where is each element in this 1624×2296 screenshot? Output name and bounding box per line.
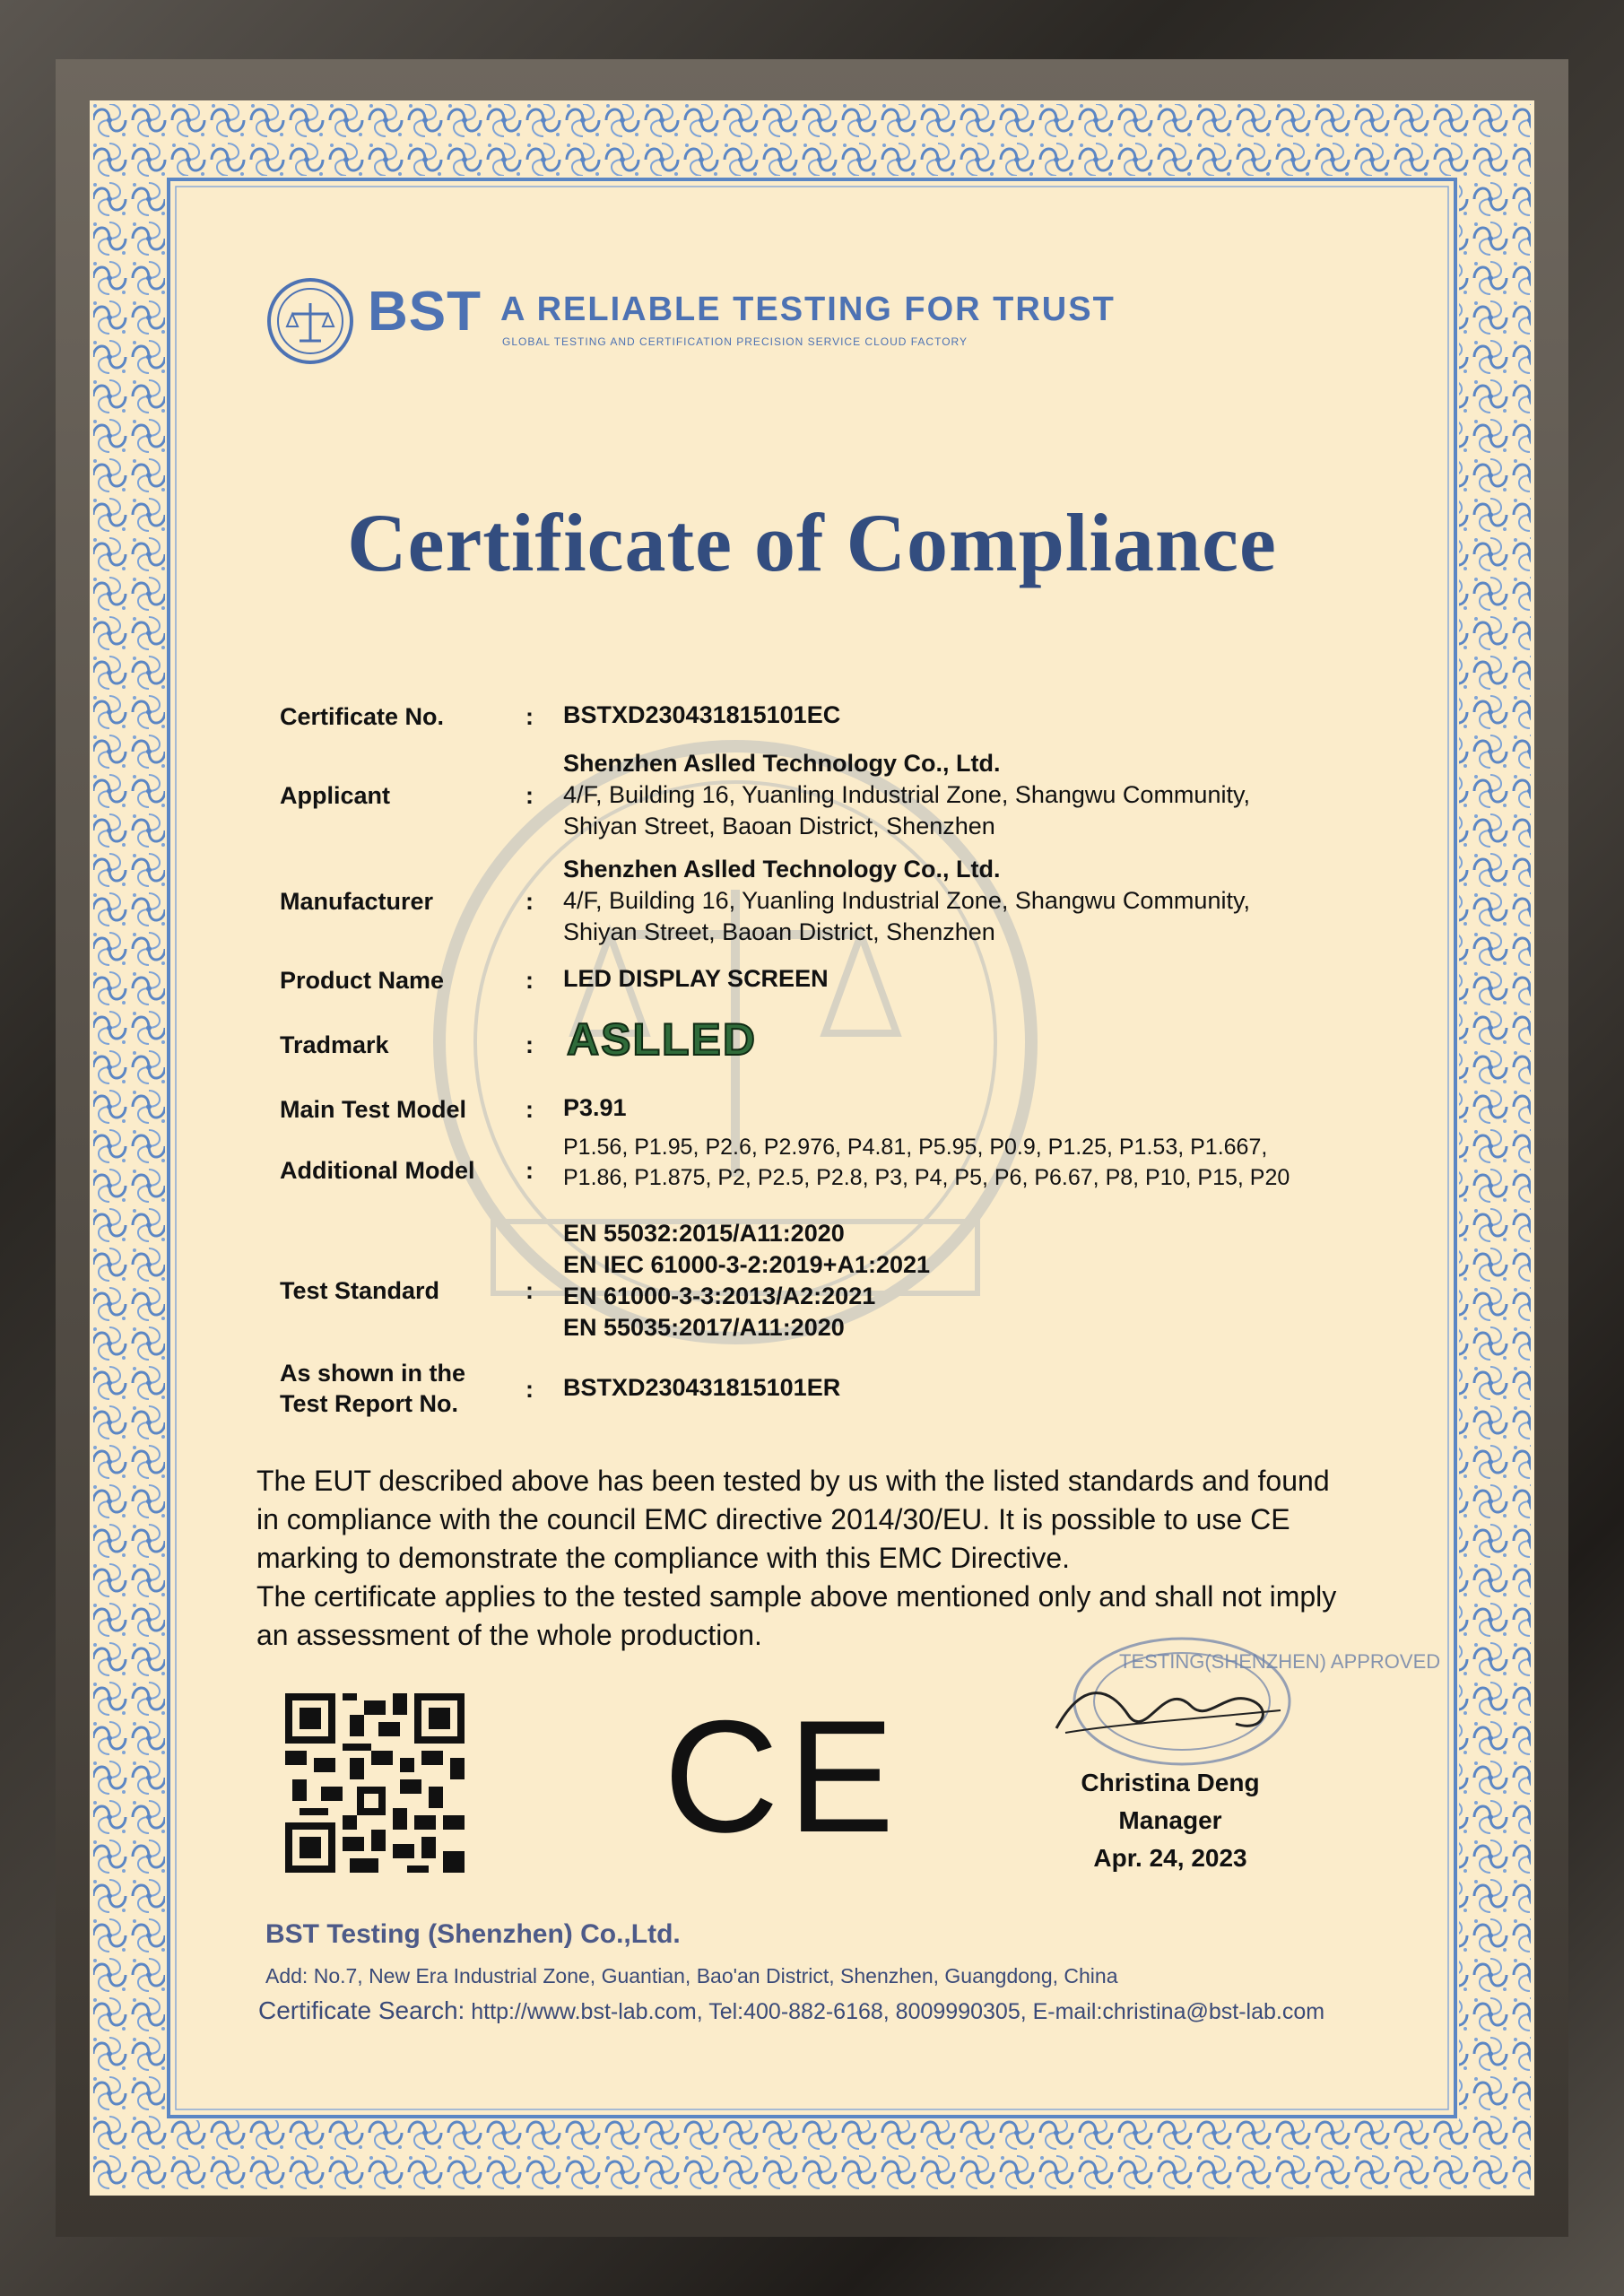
- manufacturer-address-line2: Shiyan Street, Baoan District, Shenzhen: [563, 918, 995, 945]
- colon: :: [525, 1277, 534, 1304]
- signature-date: Apr. 24, 2023: [1093, 1844, 1247, 1872]
- colon: :: [525, 1376, 534, 1403]
- manufacturer-address-line1: 4/F, Building 16, Yuanling Industrial Zone, Shangwu Community,: [563, 887, 1250, 914]
- applicant-name: Shenzhen Aslled Technology Co., Ltd.: [563, 750, 1001, 777]
- applicant-address-line2: Shiyan Street, Baoan District, Shenzhen: [563, 813, 995, 839]
- test-standard-item: EN 61000-3-3:2013/A2:2021: [563, 1283, 876, 1309]
- product-name-value: LED DISPLAY SCREEN: [563, 965, 829, 992]
- colon: :: [525, 1031, 534, 1058]
- issuer-address: Add: No.7, New Era Industrial Zone, Guantian, Bao'an District, Shenzhen, Guangdong, China: [265, 1964, 1118, 1987]
- issuer-company: BST Testing (Shenzhen) Co.,Ltd.: [265, 1919, 681, 1949]
- certificate-paper: [90, 100, 1534, 2196]
- stamp-text: TESTING(SHENZHEN) APPROVED: [1119, 1650, 1441, 1673]
- additional-model-line2: P1.86, P1.875, P2, P2.5, P2.8, P3, P4, P5, P6, P6.67, P8, P10, P15, P20: [563, 1165, 1290, 1190]
- trademark-label: Tradmark: [280, 1031, 389, 1058]
- certificate-search-label: Certificate Search:: [258, 1996, 465, 2024]
- test-standard-item: EN IEC 61000-3-2:2019+A1:2021: [563, 1251, 931, 1278]
- product-name-label: Product Name: [280, 967, 445, 994]
- colon: :: [525, 1096, 534, 1123]
- brand-name: BST: [368, 281, 482, 343]
- statement-line: The certificate applies to the tested sample above mentioned only and shall not imply: [256, 1580, 1337, 1613]
- test-report-value: BSTXD230431815101ER: [563, 1374, 841, 1401]
- applicant-block: [563, 748, 1250, 842]
- test-report-label-line1: As shown in the: [280, 1360, 466, 1387]
- signatory-title: Manager: [1118, 1806, 1222, 1834]
- test-report-label-line2: Test Report No.: [280, 1390, 459, 1417]
- colon: :: [525, 888, 534, 915]
- manufacturer-label: Manufacturer: [280, 888, 434, 915]
- main-test-model-label: Main Test Model: [280, 1096, 467, 1123]
- certificate-search: [258, 1996, 1324, 2025]
- qr-code-icon[interactable]: [285, 1692, 465, 1874]
- additional-model-block: [563, 1132, 1290, 1193]
- applicant-address-line1: 4/F, Building 16, Yuanling Industrial Zone, Shangwu Community,: [563, 781, 1250, 808]
- test-standard-label: Test Standard: [280, 1277, 440, 1304]
- statement-line: marking to demonstrate the compliance with this EMC Directive.: [256, 1542, 1071, 1574]
- certificate-no-value: BSTXD230431815101EC: [563, 701, 841, 728]
- brand-tagline: A RELIABLE TESTING FOR TRUST: [500, 291, 1116, 328]
- colon: :: [525, 703, 534, 730]
- statement-line: The EUT described above has been tested by us with the listed standards and found: [256, 1465, 1330, 1497]
- test-report-label: [280, 1358, 465, 1419]
- manufacturer-block: [563, 854, 1250, 948]
- certificate-no-label: Certificate No.: [280, 703, 445, 730]
- brand-subtagline: GLOBAL TESTING AND CERTIFICATION PRECISION SERVICE CLOUD FACTORY: [502, 335, 968, 348]
- ce-mark-text: CE: [664, 1687, 904, 1866]
- statement-line: an assessment of the whole production.: [256, 1619, 762, 1651]
- ce-mark-icon: [664, 1687, 904, 1866]
- certificate-title: Certificate of Compliance: [347, 497, 1277, 588]
- main-test-model-value: P3.91: [563, 1094, 627, 1121]
- colon: :: [525, 782, 534, 809]
- approved-stamp-icon: [1029, 1625, 1441, 1778]
- test-standard-item: EN 55032:2015/A11:2020: [563, 1220, 845, 1247]
- colon: :: [525, 1157, 534, 1184]
- trademark-logo: [565, 1012, 762, 1065]
- test-standard-block: [563, 1218, 930, 1344]
- statement-line: in compliance with the council EMC directive 2014/30/EU. It is possible to use CE: [256, 1503, 1290, 1535]
- certificate-search-details[interactable]: http://www.bst-lab.com, Tel:400-882-6168, 8009990305, E-mail:christina@bst-lab.com: [471, 1999, 1325, 2024]
- test-standard-item: EN 55035:2017/A11:2020: [563, 1314, 845, 1341]
- applicant-label: Applicant: [280, 782, 391, 809]
- signatory-name: Christina Deng: [1081, 1769, 1260, 1796]
- additional-model-label: Additional Model: [280, 1157, 475, 1184]
- colon: :: [525, 967, 534, 994]
- bst-seal-logo-icon: [265, 276, 355, 366]
- trademark-logo-text: ASLLED: [567, 1014, 757, 1065]
- manufacturer-name: Shenzhen Aslled Technology Co., Ltd.: [563, 856, 1001, 883]
- additional-model-line1: P1.56, P1.95, P2.6, P2.976, P4.81, P5.95, P0.9, P1.25, P1.53, P1.667,: [563, 1135, 1268, 1160]
